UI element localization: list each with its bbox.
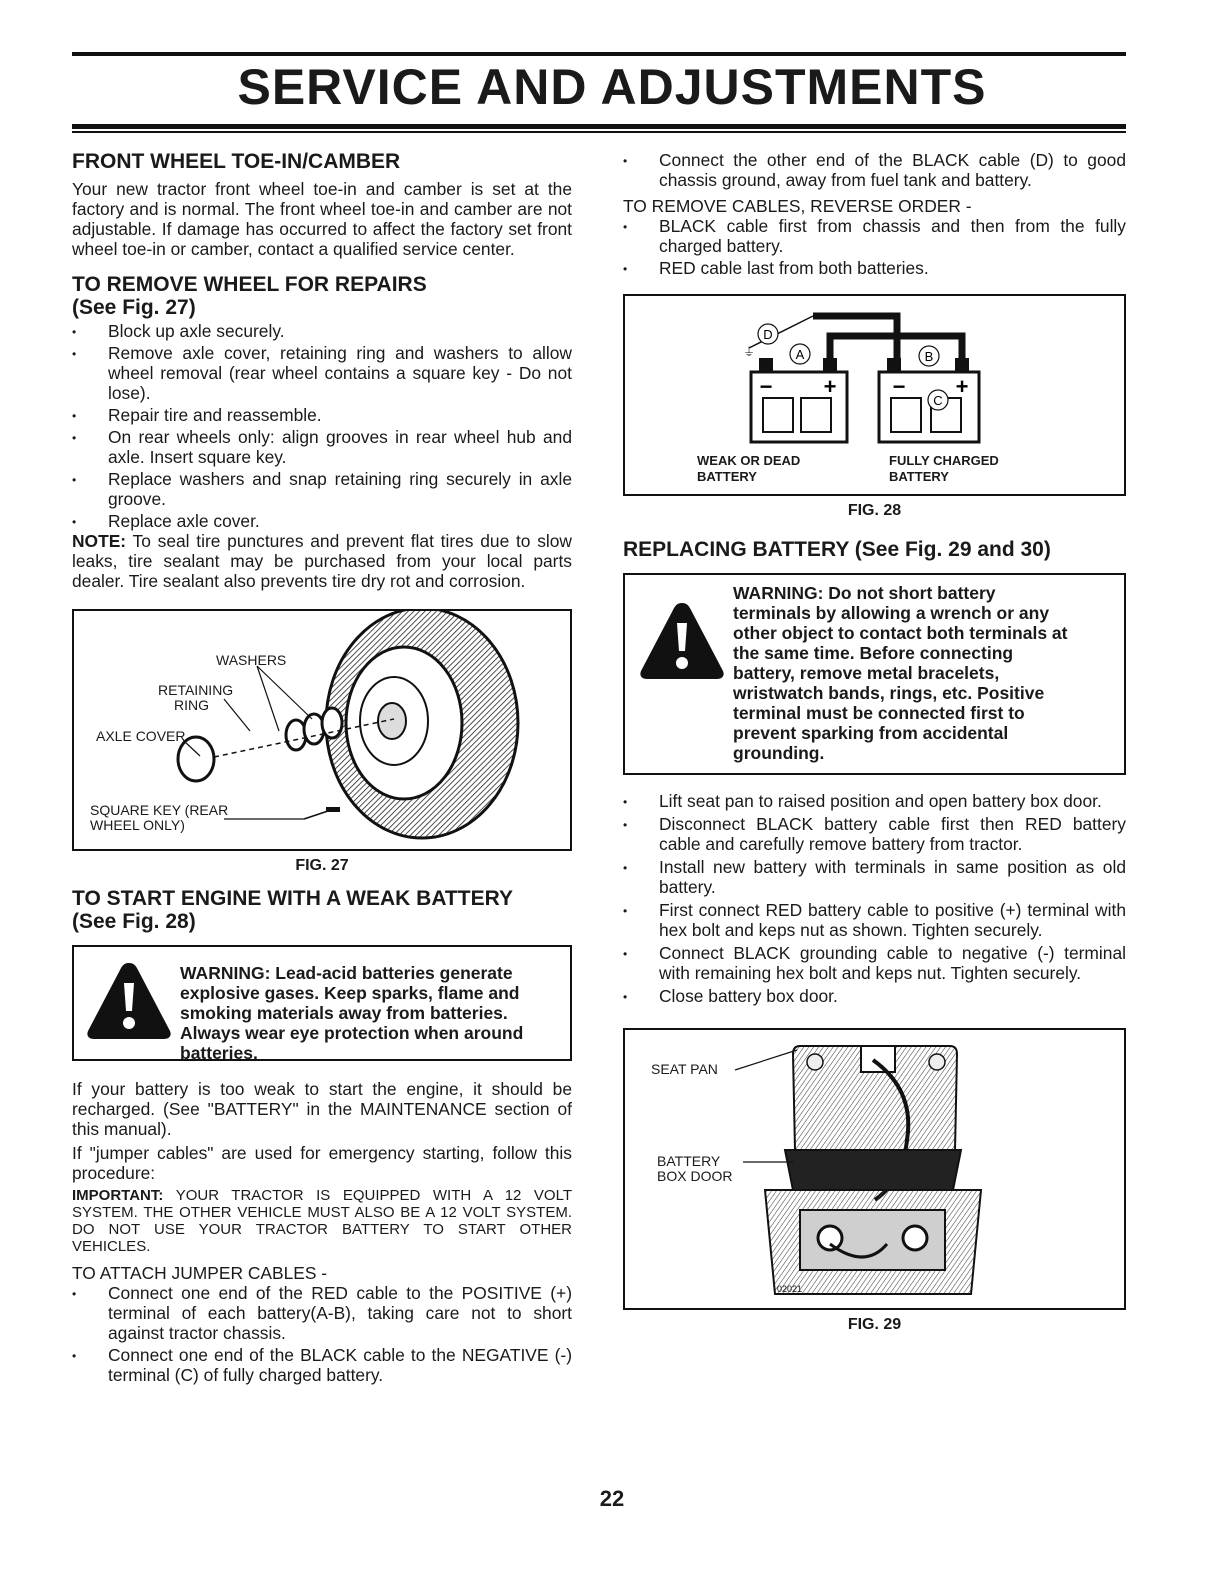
fig29-box: [623, 1028, 1126, 1310]
warning-icon: [639, 601, 725, 681]
full-battery-label-1: FULLY CHARGED: [889, 453, 999, 468]
warning-box-1: [72, 945, 572, 1061]
left-column: [72, 150, 572, 1385]
warning-icon: [86, 961, 172, 1041]
attach-steps: [72, 1283, 572, 1385]
list-item: • Disconnect BLACK battery cable first then RED battery cable and carefully remove battery from tractor.: [623, 814, 1126, 854]
fig27-box: [72, 609, 572, 851]
important-paragraph: [72, 1187, 572, 1255]
label-d: D: [763, 327, 773, 342]
remove-wheel-steps: [72, 321, 572, 531]
list-item: • Repair tire and reassemble.: [72, 405, 572, 425]
title-rule-thick: [72, 124, 1126, 129]
list-item: • Replace washers and snap retaining ring securely in axle groove.: [72, 469, 572, 509]
important-label: IMPORTANT:: [72, 1187, 164, 1204]
list-item: • Replace axle cover.: [72, 511, 572, 531]
svg-text:−: −: [759, 374, 773, 399]
label-b: B: [924, 349, 934, 364]
page-title: SERVICE AND ADJUSTMENTS: [237, 59, 987, 115]
svg-text:+: +: [823, 374, 837, 399]
square-key-icon: [326, 807, 340, 812]
label-c: C: [933, 393, 943, 408]
battery-box-door-label-2: BOX DOOR: [657, 1168, 733, 1184]
warning1-text: [180, 963, 548, 1063]
fig28-caption: FIG. 28: [847, 502, 902, 519]
list-item: • Lift seat pan to raised position and open battery box door.: [623, 791, 1126, 811]
list-item: • Close battery box door.: [623, 986, 1126, 1006]
list-item: • Block up axle securely.: [72, 321, 572, 341]
jumper-cables-text: If "jumper cables" are used for emergency starting, follow this procedure:: [72, 1143, 572, 1183]
remove-cables-heading: TO REMOVE CABLES, REVERSE ORDER -: [623, 196, 972, 216]
list-item: • Connect the other end of the BLACK cable (D) to good chassis ground, away from fuel tank and battery.: [623, 150, 1126, 190]
remove-cables-steps: [623, 216, 1126, 278]
battery-box-door-label-1: BATTERY: [657, 1153, 721, 1169]
list-item: • First connect RED battery cable to positive (+) terminal with hex bolt and keps nut as shown. Tighten securely.: [623, 900, 1126, 940]
warning2-text: [733, 583, 1069, 763]
start-engine-subheading: (See Fig. 28): [72, 910, 196, 933]
toe-text: Your new tractor front wheel toe-in and camber is set at the factory and is normal. The front wheel toe-in and camber are not adjustable. If damage has occurred to affect the factory set front wheel toe-in or camber, contact a qualified service center.: [72, 179, 572, 259]
axle-cover-label: AXLE COVER: [96, 728, 186, 744]
full-battery-label-2: BATTERY: [889, 469, 949, 484]
top-rule: [72, 52, 1126, 56]
note-text: To seal tire punctures and prevent flat tires due to slow leaks, tire sealant may be purchased from your local parts dealer. Tire sealant also prevents tire dry rot and corrosion.: [72, 531, 572, 591]
remove-wheel-subheading: (See Fig. 27): [72, 296, 196, 319]
warning2-body: Do not short battery terminals by allowing a wrench or any other object to contact both terminals at the same time. Before connecting battery, remove metal bracelets, wristwatch bands, rings, etc. Positive terminal must be connected first to prevent sparking from accidental grounding.: [733, 583, 1068, 763]
svg-text:−: −: [892, 374, 906, 399]
weak-battery-text: If your battery is too weak to start the engine, it should be recharged. (See "BATTERY" in the MAINTENANCE section of this manual).: [72, 1079, 572, 1139]
svg-text:⏚: ⏚: [743, 345, 756, 359]
fig27-caption: FIG. 27: [295, 857, 349, 874]
washers-label: WASHERS: [216, 652, 287, 668]
warning1-body: Lead-acid batteries generate explosive gases. Keep sparks, flame and smoking materials away from batteries. Always wear eye protection when around batteries.: [180, 963, 524, 1063]
battery-box-door-icon: [785, 1150, 961, 1190]
square-key-label-1: SQUARE KEY (REAR: [90, 802, 229, 818]
important-text: YOUR TRACTOR IS EQUIPPED WITH A 12 VOLT SYSTEM. THE OTHER VEHICLE MUST ALSO BE A 12 VOLT SYSTEM. DO NOT USE YOUR TRACTOR BATTERY TO START OTHER VEHICLES.: [72, 1187, 572, 1255]
warning1-label: WARNING:: [180, 963, 271, 983]
weak-battery-label-2: BATTERY: [697, 469, 757, 484]
list-item: • Connect BLACK grounding cable to negative (-) terminal with remaining hex bolt and keps nut. Tighten securely.: [623, 943, 1126, 983]
square-key-label-2: WHEEL ONLY): [90, 817, 185, 833]
list-item: • Remove axle cover, retaining ring and washers to allow wheel removal (rear wheel contains a square key - Do not lose).: [72, 343, 572, 403]
retaining-ring-label-1: RETAINING: [158, 682, 234, 698]
label-a: A: [795, 347, 805, 362]
page-number: 22: [599, 1486, 625, 1511]
list-item: • Install new battery with terminals in same position as old battery.: [623, 857, 1126, 897]
replace-battery-steps: [623, 791, 1126, 1006]
attach-heading: TO ATTACH JUMPER CABLES -: [72, 1263, 328, 1283]
fig29-caption: FIG. 29: [847, 1316, 902, 1333]
right-column: [623, 150, 1126, 1334]
start-engine-heading: TO START ENGINE WITH A WEAK BATTERY: [72, 887, 513, 910]
note-label: NOTE:: [72, 531, 127, 551]
connect-steps: [623, 150, 1126, 190]
title-rule-thin: [72, 131, 1126, 133]
weak-battery-label-1: WEAK OR DEAD: [697, 453, 801, 468]
warning-box-2: [623, 573, 1126, 775]
note-paragraph: [72, 531, 572, 591]
retaining-ring-label-2: RING: [174, 697, 209, 713]
toe-heading: FRONT WHEEL TOE-IN/CAMBER: [72, 150, 401, 173]
list-item: • Connect one end of the BLACK cable to the NEGATIVE (-) terminal (C) of fully charged battery.: [72, 1345, 572, 1385]
list-item: • Connect one end of the RED cable to the POSITIVE (+) terminal of each battery(A-B), taking care not to short against tractor chassis.: [72, 1283, 572, 1343]
remove-wheel-heading: TO REMOVE WHEEL FOR REPAIRS: [72, 273, 427, 296]
list-item: • BLACK cable first from chassis and then from the fully charged battery.: [623, 216, 1126, 256]
list-item: • On rear wheels only: align grooves in rear wheel hub and axle. Insert square key.: [72, 427, 572, 467]
list-item: • RED cable last from both batteries.: [623, 258, 1126, 278]
seat-pan-label: SEAT PAN: [651, 1061, 718, 1077]
fig28-box: [623, 294, 1126, 496]
svg-text:+: +: [955, 374, 969, 399]
warning2-label: WARNING:: [733, 583, 824, 603]
replace-battery-heading: REPLACING BATTERY (See Fig. 29 and 30): [623, 538, 1051, 561]
figure-code: 02021: [777, 1284, 803, 1294]
